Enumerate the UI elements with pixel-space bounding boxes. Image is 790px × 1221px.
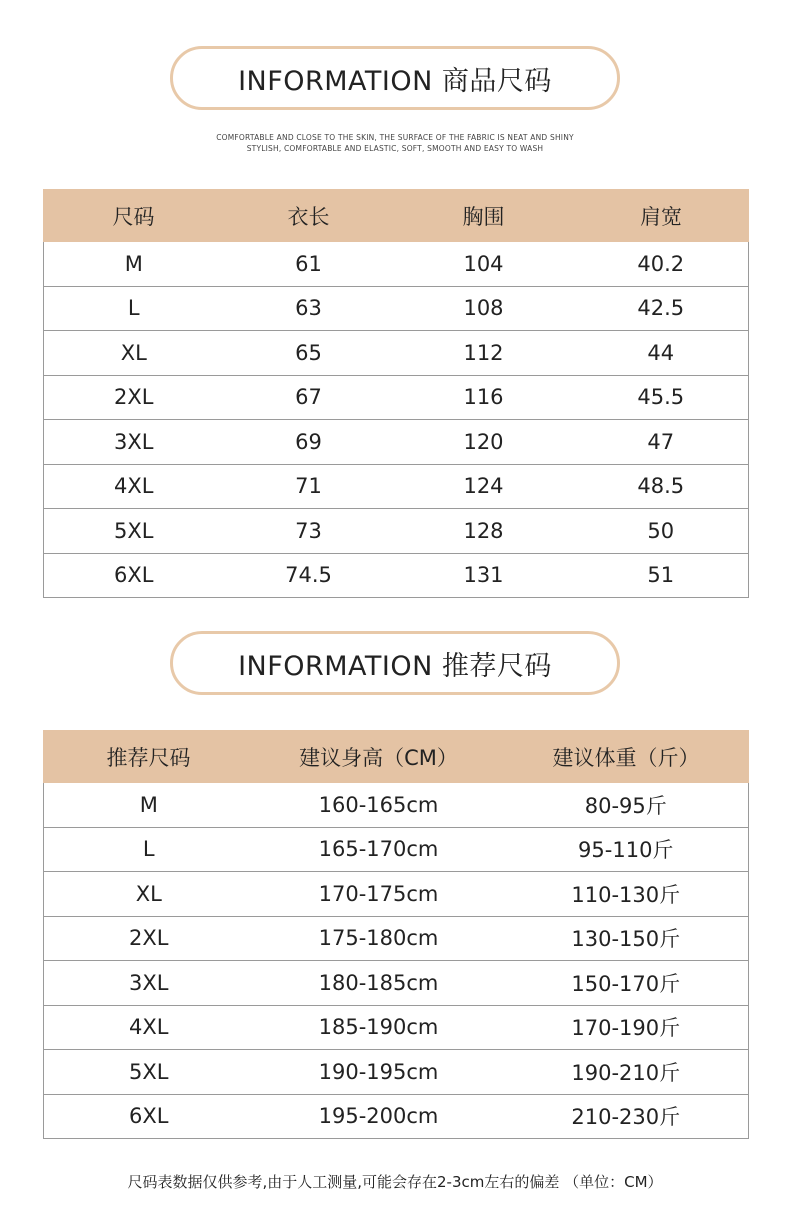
- header-size: 尺码: [44, 190, 224, 242]
- tagline-line-1: COMFORTABLE AND CLOSE TO THE SKIN, THE SURFACE OF THE FABRIC IS NEAT AND SHINY: [216, 133, 574, 142]
- cell-chest: 120: [394, 420, 574, 465]
- cell-chest: 131: [394, 553, 574, 598]
- cell-shoulder: 44: [574, 331, 749, 376]
- size-info-title-pill: [170, 46, 620, 110]
- cell-size: 2XL: [44, 916, 254, 961]
- cell-weight: 95-110斤: [504, 827, 749, 872]
- cell-length: 63: [224, 286, 394, 331]
- cell-length: 69: [224, 420, 394, 465]
- table-row: [44, 242, 749, 287]
- size-measurement-table: [43, 189, 749, 598]
- cell-height: 195-200cm: [254, 1094, 504, 1139]
- header-shoulder: 肩宽: [574, 190, 749, 242]
- header-recommend-size: 推荐尺码: [44, 731, 254, 783]
- cell-length: 74.5: [224, 553, 394, 598]
- cell-weight: 210-230斤: [504, 1094, 749, 1139]
- cell-length: 65: [224, 331, 394, 376]
- table-row: [44, 872, 749, 917]
- cell-size: 3XL: [44, 961, 254, 1006]
- cell-size: L: [44, 286, 224, 331]
- cell-shoulder: 42.5: [574, 286, 749, 331]
- cell-height: 170-175cm: [254, 872, 504, 917]
- table-header-row: [44, 731, 749, 783]
- cell-chest: 112: [394, 331, 574, 376]
- cell-size: 2XL: [44, 375, 224, 420]
- cell-weight: 170-190斤: [504, 1005, 749, 1050]
- table-row: [44, 509, 749, 554]
- tagline-line-2: STYLISH, COMFORTABLE AND ELASTIC, SOFT, SMOOTH AND EASY TO WASH: [246, 144, 544, 153]
- header-length: 衣长: [224, 190, 394, 242]
- table-row: [44, 916, 749, 961]
- cell-length: 61: [224, 242, 394, 287]
- cell-size: M: [44, 242, 224, 287]
- cell-height: 180-185cm: [254, 961, 504, 1006]
- cell-height: 175-180cm: [254, 916, 504, 961]
- cell-height: 160-165cm: [254, 783, 504, 828]
- cell-chest: 108: [394, 286, 574, 331]
- table-header-row: [44, 190, 749, 242]
- table-row: [44, 553, 749, 598]
- cell-chest: 104: [394, 242, 574, 287]
- cell-height: 165-170cm: [254, 827, 504, 872]
- cell-shoulder: 45.5: [574, 375, 749, 420]
- cell-size: 3XL: [44, 420, 224, 465]
- cell-size: M: [44, 783, 254, 828]
- cell-height: 185-190cm: [254, 1005, 504, 1050]
- cell-chest: 124: [394, 464, 574, 509]
- cell-height: 190-195cm: [254, 1050, 504, 1095]
- table-row: [44, 331, 749, 376]
- cell-size: 4XL: [44, 464, 224, 509]
- cell-chest: 128: [394, 509, 574, 554]
- cell-size: 5XL: [44, 1050, 254, 1095]
- recommended-size-table: [43, 730, 749, 1139]
- size-info-title: INFORMATION 商品尺码: [238, 65, 552, 97]
- header-height: 建议身高（CM）: [254, 731, 504, 783]
- table-row: [44, 961, 749, 1006]
- cell-size: L: [44, 827, 254, 872]
- header-weight: 建议体重（斤）: [504, 731, 749, 783]
- cell-size: 5XL: [44, 509, 224, 554]
- cell-size: XL: [44, 872, 254, 917]
- recommend-title-pill: [170, 631, 620, 695]
- cell-shoulder: 50: [574, 509, 749, 554]
- table-row: [44, 420, 749, 465]
- recommend-title: INFORMATION 推荐尺码: [238, 650, 552, 682]
- cell-shoulder: 51: [574, 553, 749, 598]
- cell-size: 6XL: [44, 1094, 254, 1139]
- cell-size: 6XL: [44, 553, 224, 598]
- measurement-disclaimer: 尺码表数据仅供参考,由于人工测量,可能会存在2-3cm左右的偏差 （单位：CM）: [127, 1173, 663, 1191]
- table-row: [44, 1094, 749, 1139]
- cell-size: 4XL: [44, 1005, 254, 1050]
- table-row: [44, 464, 749, 509]
- fabric-tagline: [0, 132, 790, 154]
- cell-weight: 130-150斤: [504, 916, 749, 961]
- cell-shoulder: 48.5: [574, 464, 749, 509]
- header-chest: 胸围: [394, 190, 574, 242]
- cell-length: 67: [224, 375, 394, 420]
- cell-chest: 116: [394, 375, 574, 420]
- table-row: [44, 783, 749, 828]
- cell-shoulder: 47: [574, 420, 749, 465]
- cell-weight: 190-210斤: [504, 1050, 749, 1095]
- table-row: [44, 286, 749, 331]
- table-row: [44, 1005, 749, 1050]
- table-row: [44, 827, 749, 872]
- cell-size: XL: [44, 331, 224, 376]
- cell-weight: 110-130斤: [504, 872, 749, 917]
- table-row: [44, 1050, 749, 1095]
- cell-weight: 80-95斤: [504, 783, 749, 828]
- cell-weight: 150-170斤: [504, 961, 749, 1006]
- cell-shoulder: 40.2: [574, 242, 749, 287]
- table-row: [44, 375, 749, 420]
- cell-length: 71: [224, 464, 394, 509]
- cell-length: 73: [224, 509, 394, 554]
